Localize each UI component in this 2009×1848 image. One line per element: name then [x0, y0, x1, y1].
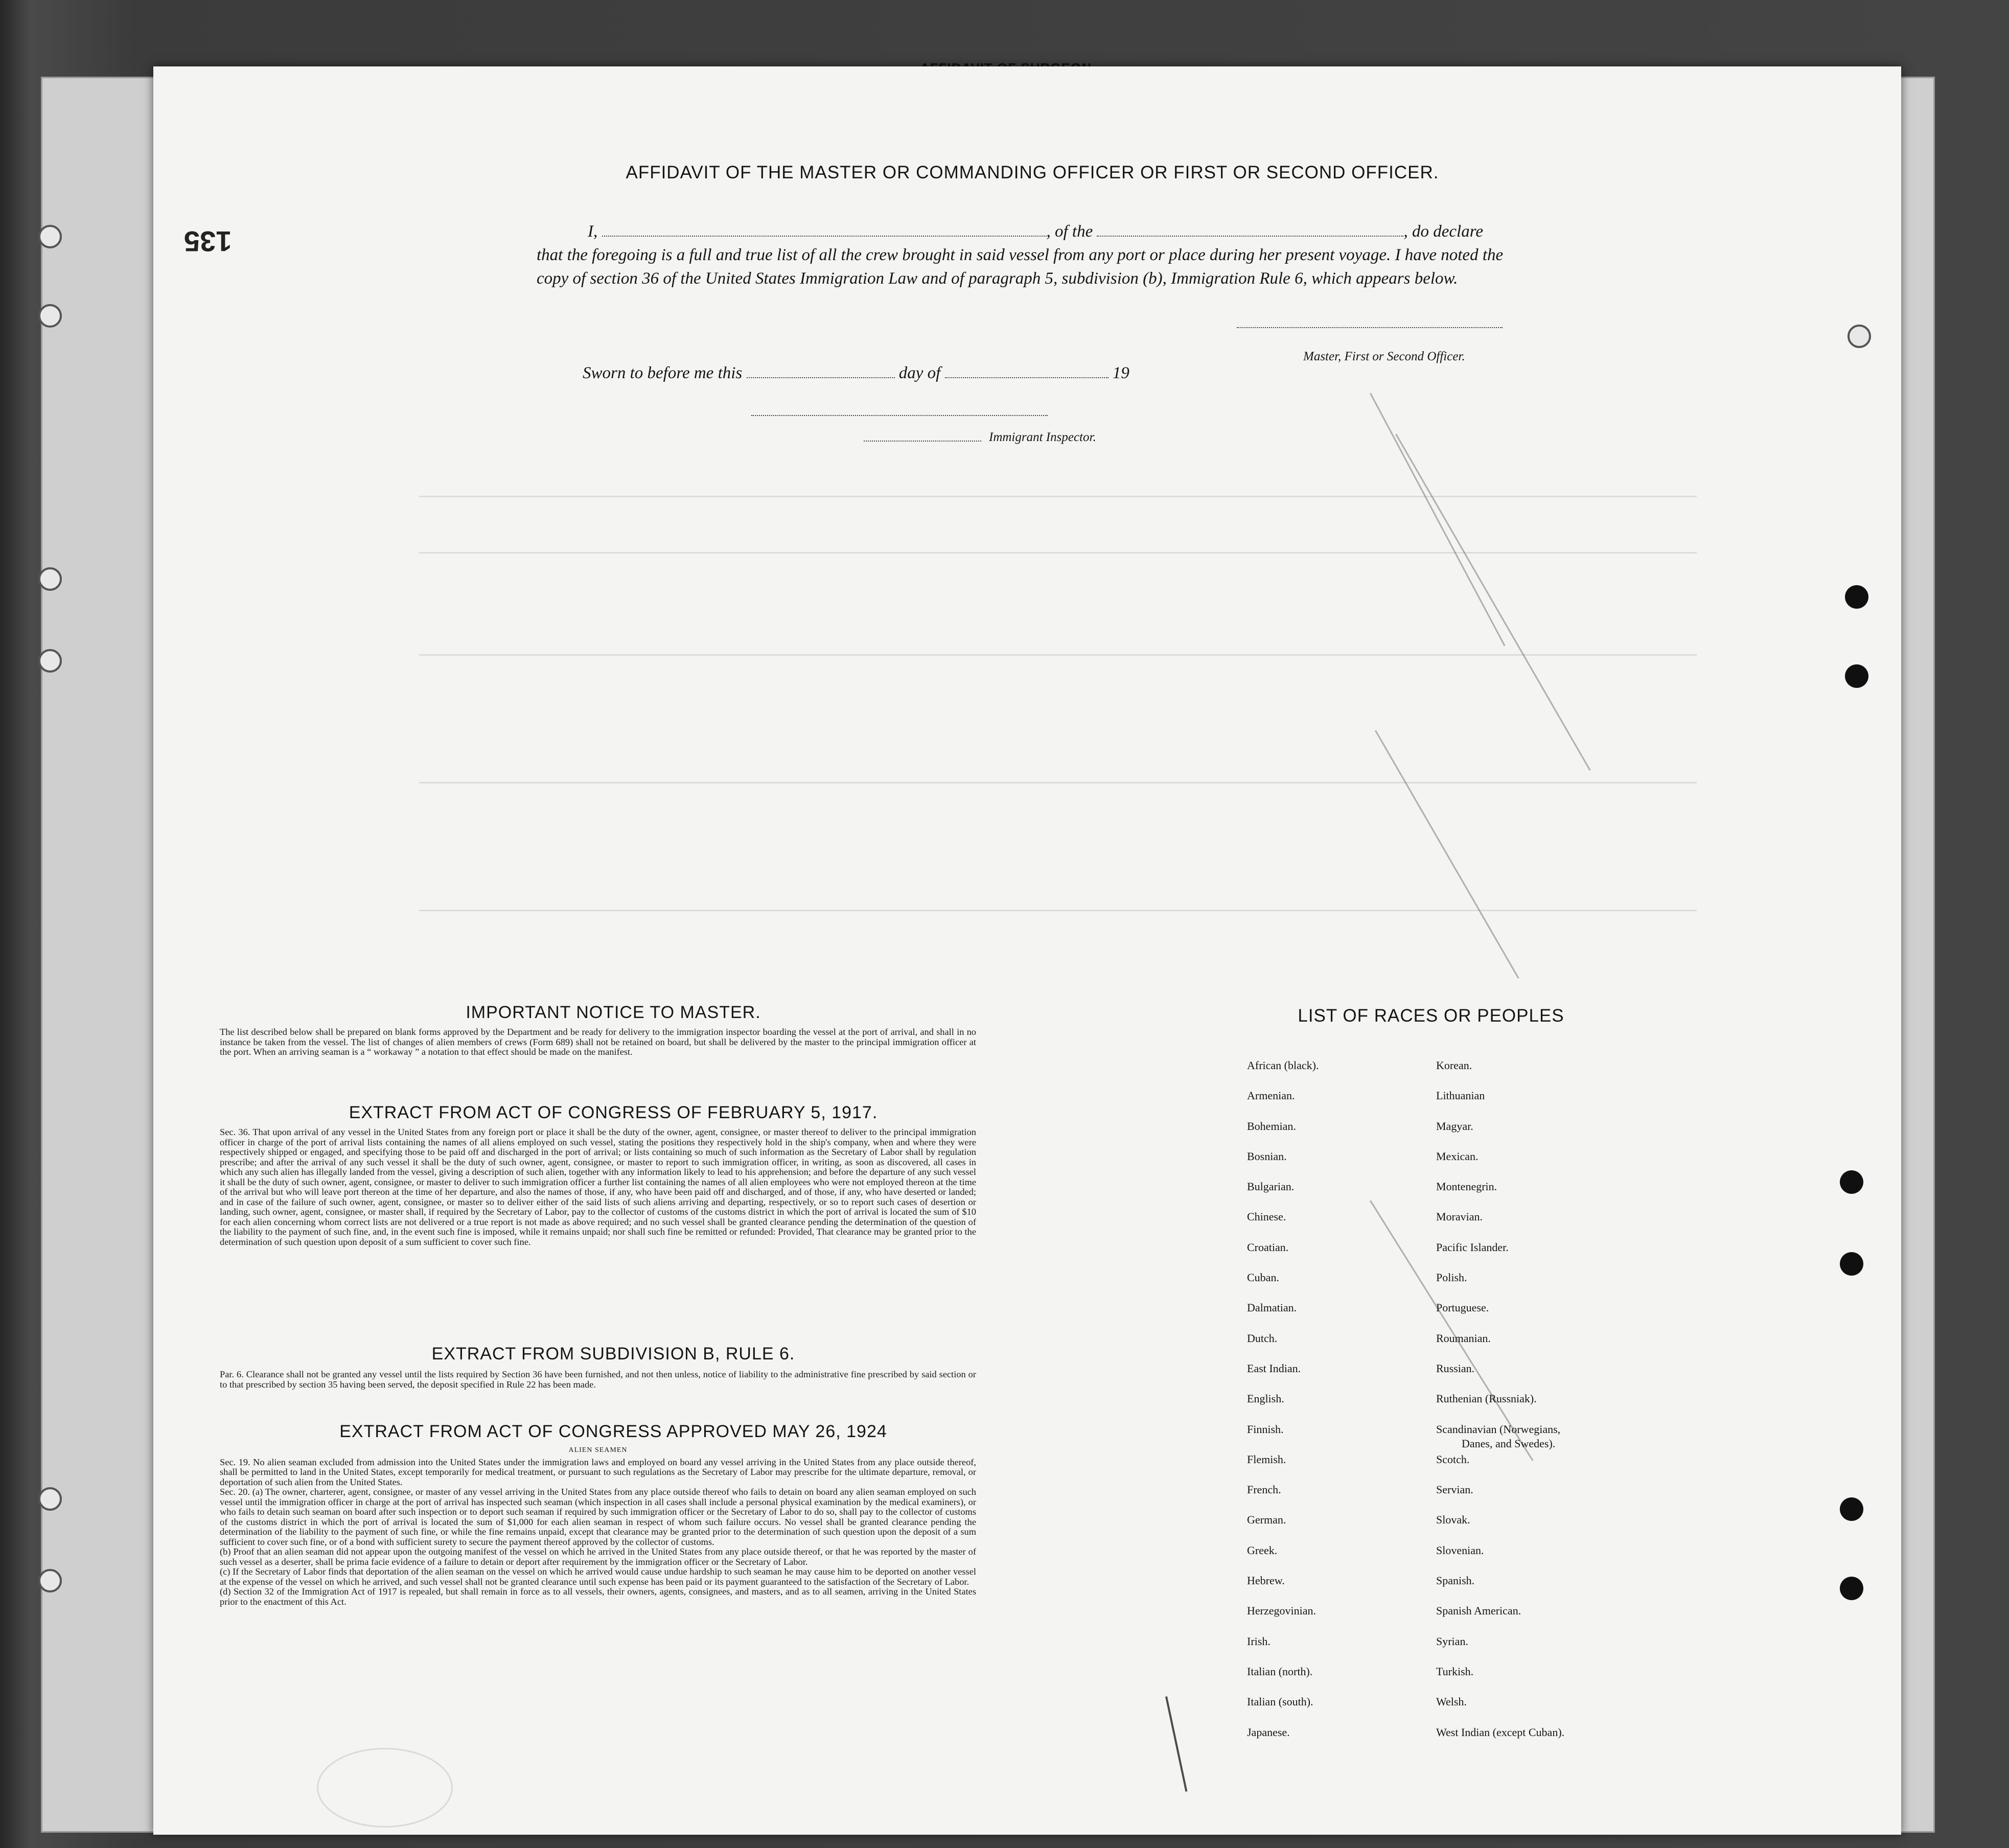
race-item: Lithuanian [1436, 1089, 1485, 1102]
extract-1924-title: EXTRACT FROM ACT OF CONGRESS APPROVED MAY 26, 1924 [339, 1422, 887, 1441]
race-item: English. [1247, 1392, 1284, 1405]
race-item: Italian (north). [1247, 1665, 1313, 1678]
race-item: Servian. [1436, 1483, 1473, 1496]
punch-hole-icon [38, 304, 62, 328]
sworn-prefix: Sworn to before me this [583, 364, 743, 382]
race-item: Korean. [1436, 1059, 1472, 1072]
race-item: Dutch. [1247, 1331, 1278, 1345]
race-item: Bulgarian. [1247, 1180, 1295, 1193]
sec-20b-text: (b) Proof that an alien seaman did not appear upon the outgoing manifest of the vessel on which he arrived in the United States from any place outside thereof, or that he was reported by the master of such vessel as a deserter, shall be prima facie evidence of a failure to detain or deport after requirement by the immigration officer or the Secretary of Labor. [220, 1546, 976, 1567]
race-item: Syrian. [1436, 1634, 1468, 1648]
name-blank[interactable] [602, 236, 1047, 237]
race-item: Montenegrin. [1436, 1180, 1497, 1193]
race-item: Croatian. [1247, 1240, 1289, 1254]
race-item: West Indian (except Cuban). [1436, 1725, 1565, 1739]
race-item: Bohemian. [1247, 1119, 1296, 1133]
race-item: Polish. [1436, 1271, 1467, 1284]
race-item: Spanish American. [1436, 1604, 1521, 1618]
race-item: Slovak. [1436, 1513, 1470, 1527]
race-item: Scandinavian (Norwegians, [1436, 1422, 1561, 1436]
sec-20c-text: (c) If the Secretary of Labor finds that deportation of the alien seaman on the vessel on which he arrived would cause undue hardship to such seaman he may cause him to be deported on another vessel at the expense of the vessel on which he arrived, and such vessel shall not be granted clearance until such expense has been paid or its payment guaranteed to the satisfaction of the Secretary of Labor. [220, 1566, 976, 1587]
affidavit-heading: AFFIDAVIT OF THE MASTER OR COMMANDING OFFICER OR FIRST OR SECOND OFFICER. [626, 163, 1439, 182]
punch-hole-icon [1848, 325, 1871, 348]
sworn-day-blank[interactable] [747, 377, 895, 378]
race-item: Greek. [1247, 1543, 1278, 1557]
race-item: African (black). [1247, 1059, 1319, 1072]
punch-hole-icon [1840, 1577, 1863, 1600]
races-title: LIST OF RACES OR PEOPLES [1298, 1006, 1564, 1026]
race-item-continuation: Danes, and Swedes). [1462, 1437, 1556, 1450]
affidavit-i: I, [588, 222, 598, 241]
race-item: Welsh. [1436, 1695, 1467, 1708]
corner-number: 135 [184, 225, 232, 258]
race-item: German. [1247, 1513, 1286, 1527]
alien-seamen-subtitle: ALIEN SEAMEN [568, 1446, 628, 1454]
sworn-day-of: day of [898, 364, 941, 382]
witness-line[interactable] [751, 415, 1048, 416]
affidavit-of-the: , of the [1046, 222, 1093, 241]
inspector-label: Immigrant Inspector. [989, 430, 1096, 444]
race-item: East Indian. [1247, 1361, 1301, 1375]
punch-hole-icon [38, 649, 62, 673]
rule-6-title: EXTRACT FROM SUBDIVISION B, RULE 6. [431, 1344, 795, 1364]
race-item: Dalmatian. [1247, 1301, 1297, 1314]
sworn-line [583, 364, 1129, 383]
race-item: Italian (south). [1247, 1695, 1313, 1708]
inspector-line[interactable] [864, 441, 981, 442]
punch-hole-icon [38, 1487, 62, 1511]
race-item: Finnish. [1247, 1422, 1284, 1436]
affidavit-declare: , do declare [1403, 222, 1483, 241]
punch-hole-icon [38, 225, 62, 248]
race-item: Hebrew. [1247, 1574, 1285, 1587]
extract-1924-body [220, 1444, 976, 1607]
punch-hole-icon [1840, 1170, 1863, 1194]
affidavit-text: that the foregoing is a full and true list of all the crew brought in said vessel from any port or place during her present voyage. I have noted the copy of section 36 of the United States Immigration Law and of paragraph 5, subdivision (b), Immigration Rule 6, which appears below. [537, 246, 1504, 288]
extract-1917-title: EXTRACT FROM ACT OF CONGRESS OF FEBRUARY 5, 1917. [349, 1103, 878, 1122]
races-left-column [1247, 1059, 1319, 1756]
sworn-month-blank[interactable] [945, 377, 1109, 378]
bleed-through-table [419, 496, 1901, 1058]
race-item: Slovenian. [1436, 1543, 1484, 1557]
signature-label: Master, First or Second Officer. [1303, 350, 1465, 363]
race-item: Moravian. [1436, 1210, 1483, 1223]
punch-hole-icon [38, 567, 62, 591]
race-item: Irish. [1247, 1634, 1271, 1648]
race-item: Flemish. [1247, 1452, 1286, 1466]
race-item: Armenian. [1247, 1089, 1295, 1102]
signature-line[interactable] [1237, 327, 1503, 328]
faded-stamp [317, 1748, 453, 1828]
race-item: Spanish. [1436, 1574, 1475, 1587]
sworn-year: 19 [1112, 364, 1129, 382]
race-item: Scotch. [1436, 1452, 1470, 1466]
race-item: Mexican. [1436, 1149, 1479, 1163]
punch-hole-icon [1840, 1252, 1863, 1276]
punch-hole-icon [38, 1569, 62, 1592]
extract-1917-text: Sec. 36. That upon arrival of any vessel in the United States from any foreign port or place it shall be the duty of the owner, agent, consignee, or master thereof to deliver to the principal immigration officer in charge of the port of arrival lists containing the names of all aliens employed on such vessel, stating the positions they respectively hold in the ship's company, when and where they were respectively shipped or engaged, and specifying those to be paid off and discharged in the port of arrival; or lists containing so much of such information as the Secretary of Labor shall by regulation prescribe; and after the arrival of any such vessel it shall be the duty of such owner, agent, consignee, or master to report to such immigration officer, in writing, as soon as discovered, all cases in which any such alien has illegally landed from the vessel, giving a description of such alien, together with any information likely to lead to his apprehension; and before the departure of any such vessel it shall be the duty of such owner, agent, consignee, or master to deliver to such immigration officer a further list containing the names of all alien employees who were not employed thereon at the time of the arrival but who will leave port thereon at the time of her departure, and also the names of those, if any, who have been paid off and discharged, and of those, if any, who have deserted or landed; and in case of the failure of such owner, agent, consignee, or master so to deliver either of the said lists of such aliens arriving and departing, respectively, or so to report such cases of desertion or landing, such owner, agent, consignee, or master shall, if required by the Secretary of Labor, pay to the collector of customs of the customs district in which the port of arrival is located the sum of $10 for each alien concerning whom correct lists are not delivered or a true report is not made as above required; and no such vessel shall be granted clearance pending the determination of the question of the liability to the payment of such fine, and, in the event such fine is imposed, while it remains unpaid; nor shall such fine be remitted or refunded: Provided, That clearance may be granted prior to the determination of such question upon deposit of a sum sufficient to cover such fine. [220, 1127, 976, 1247]
affidavit-body [537, 220, 1518, 290]
rule-6-text: Par. 6. Clearance shall not be granted any vessel until the lists required by Section 36 have been furnished, and not then unless, notice of liability to the administrative fine prescribed by said section or to that prescribed by section 35 having been served, the deposit specified in Rule 22 has been made. [220, 1369, 976, 1390]
race-item: French. [1247, 1483, 1281, 1496]
race-item: Portuguese. [1436, 1301, 1489, 1314]
race-item: Cuban. [1247, 1271, 1279, 1284]
notice-title: IMPORTANT NOTICE TO MASTER. [466, 1003, 761, 1022]
race-item: Ruthenian (Russniak). [1436, 1392, 1537, 1405]
punch-hole-icon [1840, 1497, 1863, 1521]
ink-mark [1165, 1696, 1187, 1792]
race-item: Bosnian. [1247, 1149, 1287, 1163]
race-item: Roumanian. [1436, 1331, 1491, 1345]
vessel-blank[interactable] [1097, 236, 1403, 237]
sec-20d-text: (d) Section 32 of the Immigration Act of 1917 is repealed, but shall remain in force as to all vessels, their owners, agents, consignees, and masters, and as to all seamen, arriving in the United States prior to the enactment of this Act. [220, 1586, 976, 1607]
notice-text: The list described below shall be prepared on blank forms approved by the Department and be ready for delivery to the immigration inspector boarding the vessel at the port of arrival, and shall in no instance be taken from the vessel. The list of changes of alien members of crews (Form 689) shall not be retained on board, but shall be delivered by the master to the principal immigration officer at the port. When an arriving seaman is a “ workaway ” a notation to that effect should be made on the manifest. [220, 1027, 976, 1057]
sec-20a-text: Sec. 20. (a) The owner, charterer, agent, consignee, or master of any vessel arriving in the United States from any place outside thereof who fails to detain on board any alien seaman employed on such vessel until the immigration officer in charge at the port of arrival has inspected such seaman (which inspection in all cases shall include a personal physical examination by the medical examiners), or who fails to detain such seaman on board after such inspection or to deport such seaman if required by such immigration officer or the Secretary of Labor to do so, shall pay to the collector of customs of the customs district in which the port of arrival is located the sum of $1,000 for each alien seaman in respect of whom such failure occurs. No vessel shall be granted clearance pending the determination of the liability to the payment of such fine, or while the fine remains unpaid, except that clearance may be granted prior to the determination of such question upon the deposit of a sum sufficient to cover such fine, or of a bond with sufficient surety to secure the payment thereof approved by the collector of customs. [220, 1487, 976, 1547]
race-item: Turkish. [1436, 1665, 1474, 1678]
race-item: Pacific Islander. [1436, 1240, 1509, 1254]
race-item: Magyar. [1436, 1119, 1473, 1133]
sec-19-text: Sec. 19. No alien seaman excluded from admission into the United States under the immigration laws and employed on board any vessel arriving in the United States from any place outside thereof, shall be permitted to land in the United States, except temporarily for medical treatment, or pursuant to such regulations as the Secretary of Labor may prescribe for the ultimate departure, removal, or deportation of such alien from the United States. [220, 1457, 976, 1487]
race-item: Japanese. [1247, 1725, 1290, 1739]
race-item: Russian. [1436, 1361, 1475, 1375]
race-item: Chinese. [1247, 1210, 1286, 1223]
race-item: Herzegovinian. [1247, 1604, 1316, 1618]
races-right-column [1436, 1059, 1564, 1756]
affidavit-first-line [537, 220, 1518, 243]
